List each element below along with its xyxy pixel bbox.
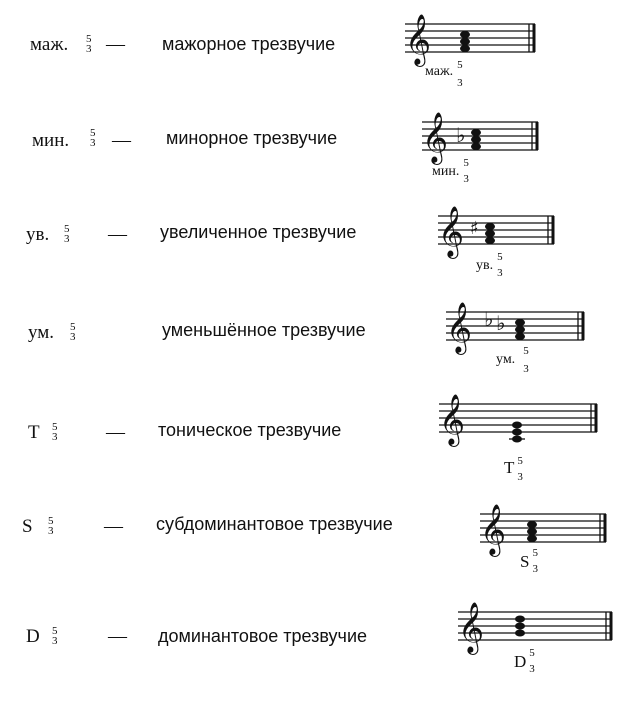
caption-figures [532, 548, 538, 574]
figure-upper: 5 [48, 515, 54, 527]
figured-bass [52, 422, 58, 442]
triad-row-minor [0, 100, 640, 200]
caption-lower: 3 [463, 173, 469, 185]
caption-label: маж. [425, 64, 454, 79]
caption-upper: 5 [457, 59, 463, 71]
treble-clef-icon: 𝄞 [446, 302, 473, 353]
caption-label: мин. [432, 164, 460, 179]
triad-description: уменьшённое трезвучие [162, 320, 366, 340]
figured-bass [70, 322, 76, 342]
triad-description: увеличенное трезвучие [160, 222, 357, 242]
treble-clef-icon: 𝄞 [438, 206, 465, 257]
flat-icon: ♭ [496, 311, 506, 335]
triad-row-dominant [0, 600, 640, 700]
figure-lower: 3 [52, 635, 58, 647]
figure-lower: 3 [52, 431, 58, 443]
caption-upper: 5 [497, 251, 503, 263]
figure-lower: 3 [90, 137, 96, 149]
staff-notation [456, 598, 618, 658]
triad-description: минорное трезвучие [166, 128, 338, 148]
flat-icon: ♭ [484, 307, 494, 331]
sharp-icon: ♯ [470, 218, 479, 239]
treble-clef-icon: 𝄞 [439, 394, 466, 445]
figure-lower: 3 [86, 43, 92, 55]
chord-caption [432, 157, 469, 190]
staff-notation [420, 108, 550, 168]
figured-bass [64, 224, 70, 244]
caption-upper: 5 [523, 345, 529, 357]
caption-upper: 5 [517, 455, 523, 467]
triad-row-tonic [0, 394, 640, 500]
caption-upper: 5 [532, 547, 538, 559]
caption-figures [457, 60, 463, 88]
staff-notation [478, 500, 614, 560]
figure-upper: 5 [86, 33, 92, 45]
triad-abbreviation: ув. [26, 224, 50, 245]
caption-label: S [520, 552, 530, 571]
triad-row-augmented [0, 200, 640, 300]
figure-lower: 3 [48, 525, 54, 537]
triad-description: доминантовое трезвучие [158, 626, 368, 646]
caption-label: ув. [476, 258, 494, 273]
flat-icon: ♭ [456, 123, 466, 147]
caption-label: ум. [496, 352, 516, 367]
figure-upper: 5 [90, 127, 96, 139]
triad-description: мажорное трезвучие [162, 34, 336, 54]
figure-lower: 3 [64, 233, 70, 245]
staff-notation [403, 6, 543, 66]
triad-row-subdominant [0, 500, 640, 600]
caption-upper: 5 [529, 647, 535, 659]
dash: — [112, 130, 131, 151]
caption-figures [529, 648, 535, 674]
caption-figures [523, 346, 529, 374]
triad-description: тоническое трезвучие [158, 420, 342, 440]
chord-caption [425, 59, 463, 92]
triad-abbreviation: S [22, 516, 33, 537]
figured-bass [86, 34, 92, 54]
caption-label: D [514, 652, 527, 671]
triad-abbreviation: ум. [28, 322, 55, 343]
caption-figures [497, 252, 503, 278]
dash: — [108, 626, 127, 647]
triad-abbreviation: T [28, 422, 40, 443]
triad-abbreviation: мин. [32, 130, 70, 151]
figure-upper: 5 [52, 625, 58, 637]
figure-upper: 5 [70, 321, 76, 333]
caption-lower: 3 [457, 77, 463, 89]
figure-upper: 5 [64, 223, 70, 235]
triad-abbreviation: D [26, 626, 40, 647]
caption-label: T [504, 458, 515, 477]
caption-lower: 3 [517, 471, 523, 483]
staff-notation [437, 390, 603, 452]
figure-upper: 5 [52, 421, 58, 433]
caption-lower: 3 [523, 363, 529, 375]
figured-bass [52, 626, 58, 646]
dash: — [106, 422, 125, 443]
chord-caption [476, 251, 503, 284]
triad-abbreviation: маж. [30, 34, 69, 55]
dash: — [108, 224, 127, 245]
caption-figures [463, 158, 469, 184]
treble-clef-icon: 𝄞 [480, 504, 507, 555]
treble-clef-icon: 𝄞 [405, 14, 432, 65]
dash: — [106, 34, 125, 55]
triad-row-diminished [0, 300, 640, 400]
caption-lower: 3 [497, 267, 503, 279]
chord-caption [514, 647, 535, 678]
triad-row-major [0, 0, 640, 100]
caption-lower: 3 [532, 563, 538, 575]
treble-clef-icon: 𝄞 [458, 602, 485, 653]
chord-caption [496, 345, 529, 380]
figure-lower: 3 [70, 331, 76, 343]
treble-clef-icon: 𝄞 [422, 112, 449, 163]
chord-caption [504, 455, 523, 484]
figured-bass [90, 128, 96, 148]
chord-caption [520, 547, 538, 578]
caption-figures [517, 456, 523, 482]
staff-notation [444, 298, 590, 356]
triad-description: субдоминантовое трезвучие [156, 514, 393, 534]
caption-upper: 5 [463, 157, 469, 169]
figured-bass [48, 516, 54, 536]
caption-lower: 3 [529, 663, 535, 675]
dash: — [104, 516, 123, 537]
